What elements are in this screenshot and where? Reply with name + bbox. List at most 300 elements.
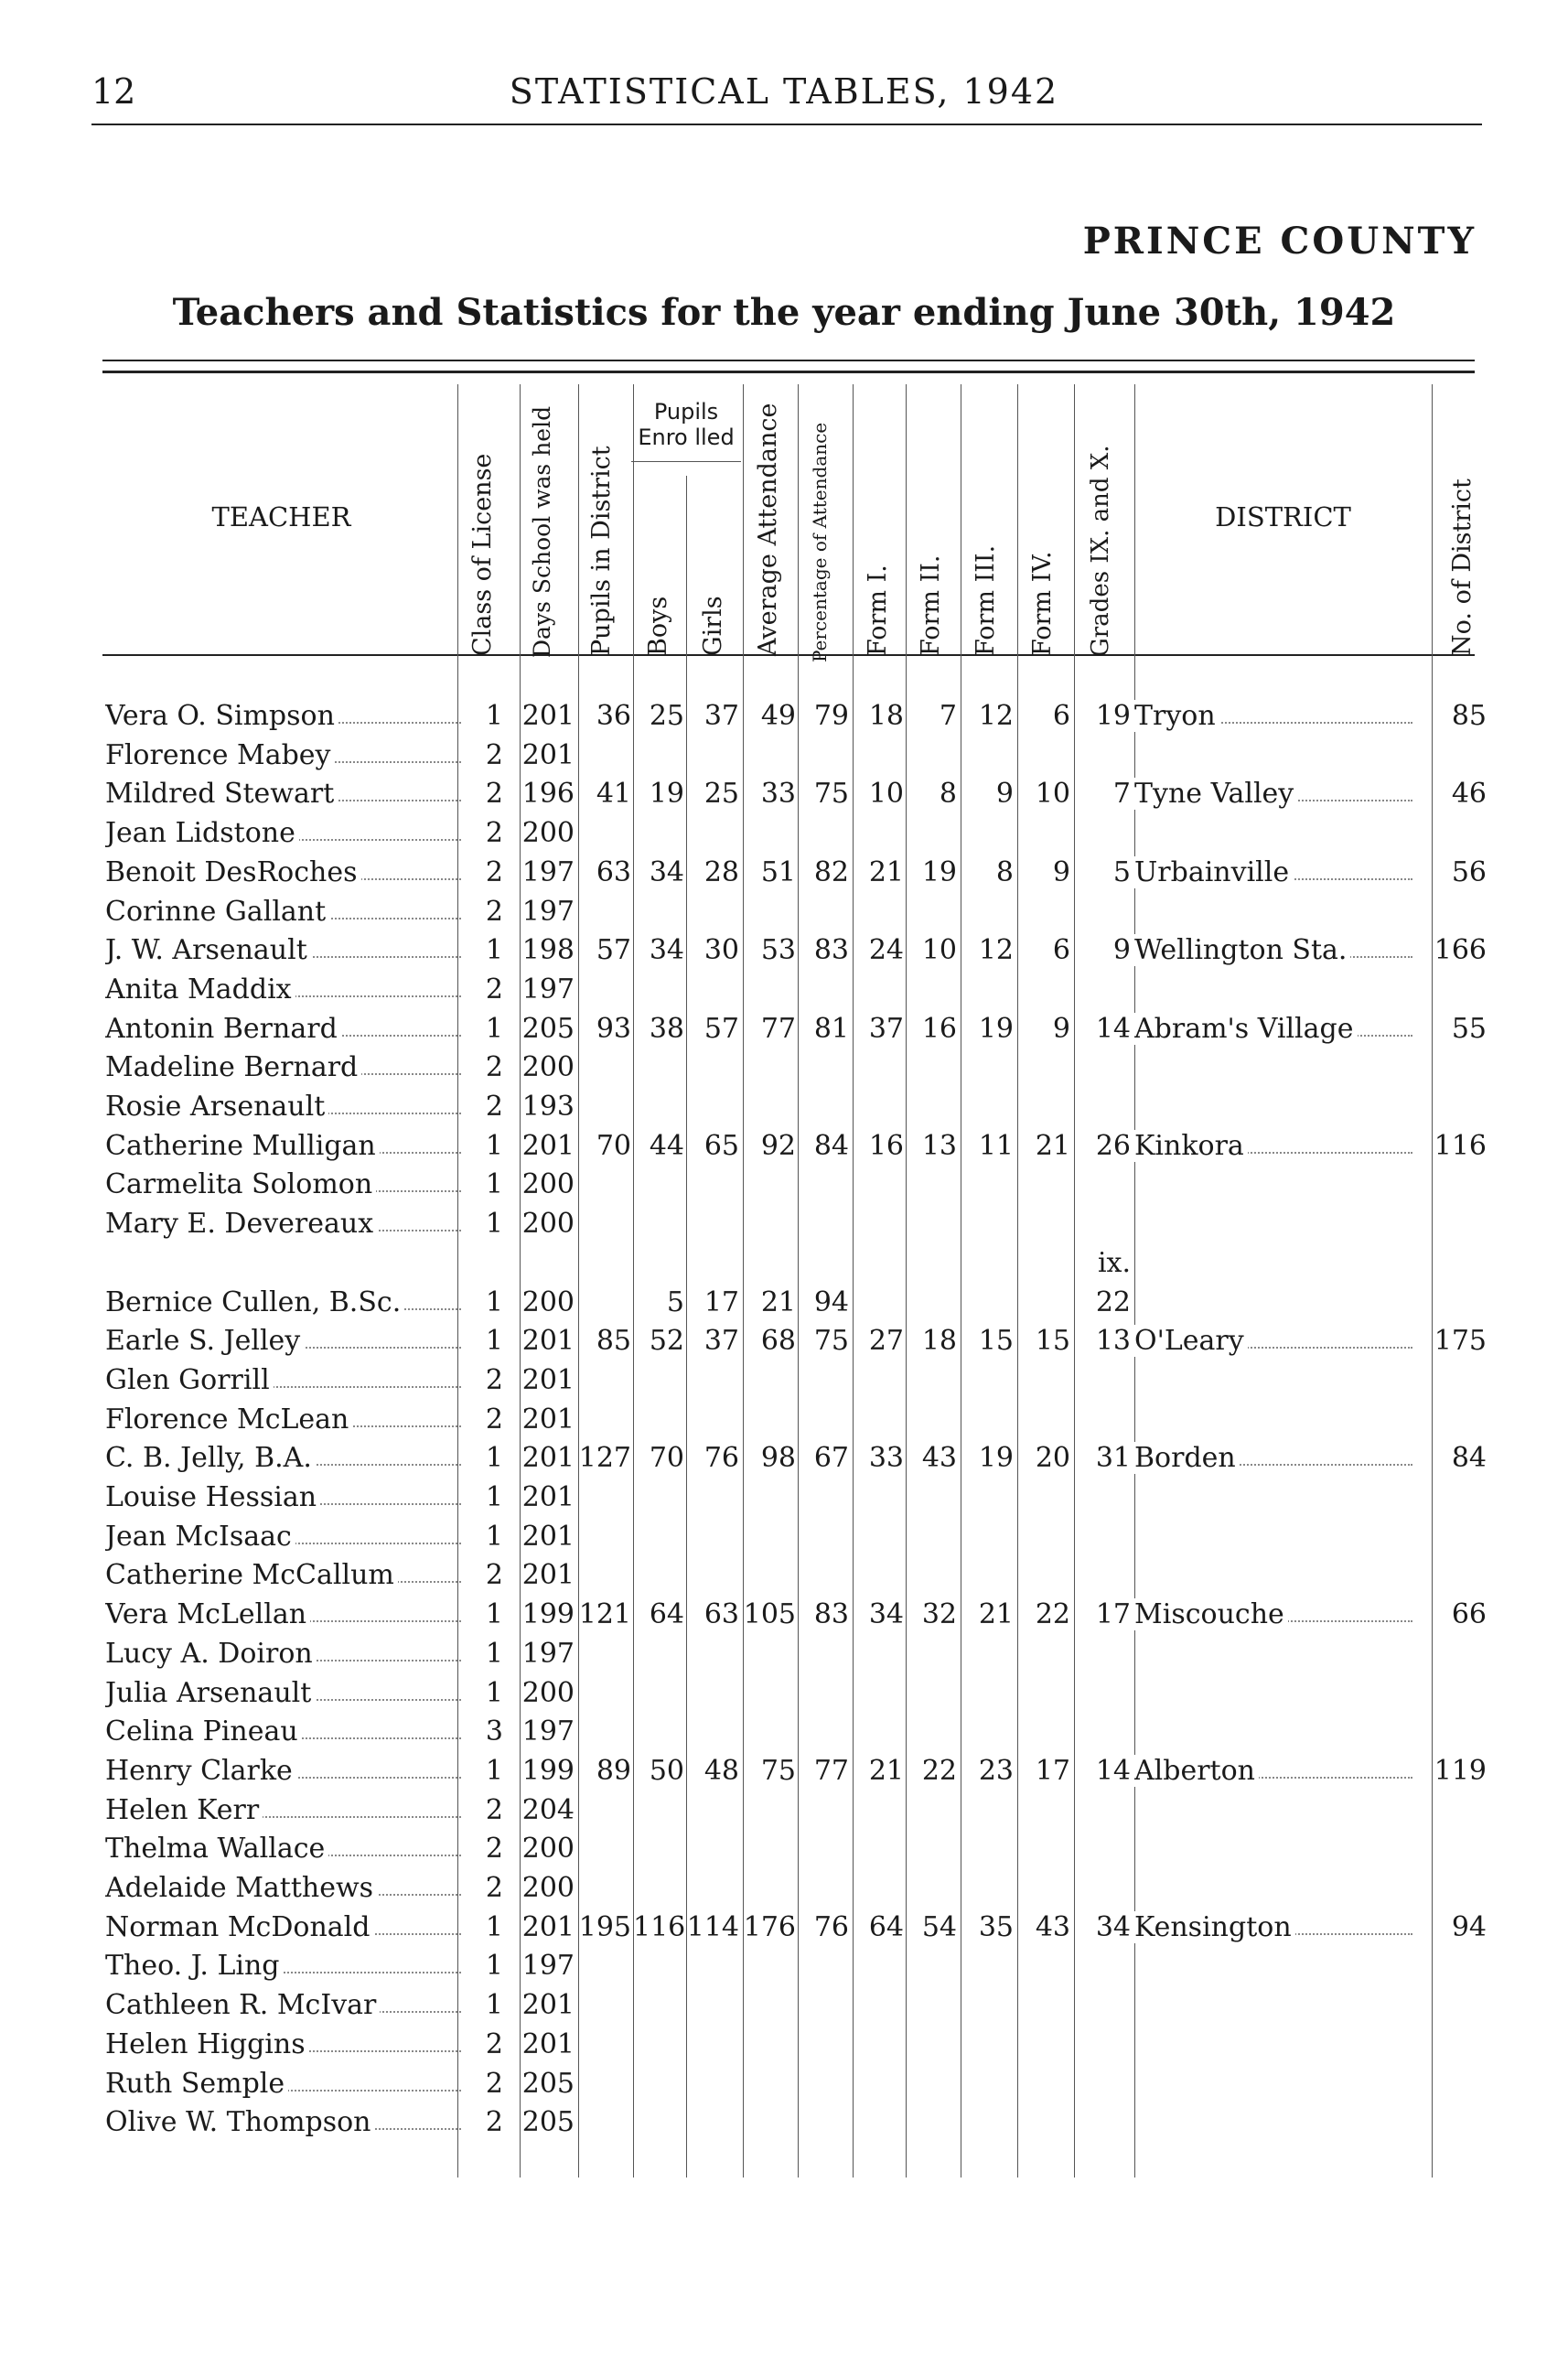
teacher-name-text: Cathleen R. McIvar	[105, 1989, 380, 2021]
table-row	[0, 1755, 1568, 1793]
district-name	[1134, 1911, 1418, 1943]
table-row	[0, 2028, 1568, 2067]
cell-days: 205	[521, 2106, 575, 2139]
cell-f2: 7	[939, 700, 957, 732]
teacher-name-text: Antonin Bernard	[105, 1013, 341, 1045]
cell-f2: 16	[921, 1012, 957, 1045]
cell-no: 119	[1434, 1754, 1487, 1787]
cell-avg: 176	[743, 1910, 796, 1943]
cell-days: 200	[521, 817, 575, 850]
cell-girls: 48	[703, 1754, 739, 1787]
cell-no: 46	[1451, 778, 1487, 811]
teacher-name-text: Corinne Gallant	[105, 896, 329, 928]
teacher-name	[105, 2068, 467, 2100]
cell-girls: 25	[703, 778, 739, 811]
cell-no: 55	[1451, 1012, 1487, 1045]
district-name	[1134, 778, 1418, 810]
header-form2: Form II.	[917, 554, 945, 656]
cell-cls: 2	[485, 738, 503, 771]
cell-f1: 37	[868, 1012, 904, 1045]
table-row	[0, 1208, 1568, 1246]
teacher-name-text: Vera McLellan	[105, 1598, 310, 1630]
teacher-name	[105, 1598, 467, 1630]
cell-f3: 23	[978, 1754, 1014, 1787]
teacher-name-text: Earle S. Jelley	[105, 1325, 304, 1357]
cell-pct: 83	[813, 934, 849, 967]
cell-cls: 1	[485, 1129, 503, 1162]
cell-days: 201	[521, 1129, 575, 1162]
cell-days: 197	[521, 895, 575, 928]
cell-no: 66	[1451, 1598, 1487, 1631]
table-row	[0, 856, 1568, 895]
teacher-name-text: Thelma Wallace	[105, 1833, 328, 1865]
table-row	[0, 1989, 1568, 2027]
cell-f4: 10	[1035, 778, 1070, 811]
header-pupils-enrolled-line2: Enro lled	[638, 425, 735, 450]
header-district: DISTRICT	[1215, 501, 1351, 532]
cell-cls: 2	[485, 1363, 503, 1396]
table-row	[0, 1833, 1568, 1871]
cell-no: 166	[1434, 934, 1487, 967]
cell-f4: 15	[1035, 1325, 1070, 1358]
teacher-name-text: Helen Kerr	[105, 1794, 263, 1826]
teacher-name	[105, 1677, 467, 1709]
cell-days: 197	[521, 1715, 575, 1748]
teacher-name	[105, 700, 467, 732]
cell-gr: 13	[1095, 1325, 1131, 1358]
cell-f2: 22	[921, 1754, 957, 1787]
teacher-name	[105, 1130, 467, 1162]
cell-pct: 81	[813, 1012, 849, 1045]
cell-days: 201	[521, 1989, 575, 2022]
cell-avg: 105	[743, 1598, 796, 1631]
cell-cls: 2	[485, 1793, 503, 1826]
cell-cls: 2	[485, 778, 503, 811]
district-name-text: Wellington Sta.	[1134, 934, 1350, 966]
cell-f2: 54	[921, 1910, 957, 1943]
table-row	[0, 934, 1568, 973]
table-row	[0, 1130, 1568, 1168]
cell-days: 197	[521, 1637, 575, 1670]
table-row	[0, 1872, 1568, 1910]
table-row	[0, 1168, 1568, 1207]
cell-no: 56	[1451, 855, 1487, 888]
district-name-text: Kinkora	[1134, 1130, 1248, 1162]
cell-f4: 17	[1035, 1754, 1070, 1787]
cell-f4: 22	[1035, 1598, 1070, 1631]
district-name	[1134, 1598, 1418, 1630]
teacher-name	[105, 1325, 467, 1357]
teacher-name-text: Mildred Stewart	[105, 778, 338, 810]
page-number: 12	[91, 71, 136, 112]
cell-cls: 1	[485, 1989, 503, 2022]
cell-pct: 75	[813, 1325, 849, 1358]
cell-boys: 116	[633, 1910, 686, 1943]
teacher-name	[105, 896, 467, 928]
teacher-name	[105, 1091, 467, 1123]
cell-cls: 2	[485, 1051, 503, 1084]
cell-days: 201	[521, 1559, 575, 1592]
header-form4: Form IV.	[1028, 551, 1057, 656]
cell-days: 199	[521, 1754, 575, 1787]
table-row	[0, 1950, 1568, 1988]
cell-girls: 37	[703, 700, 739, 732]
cell-avg: 75	[760, 1754, 796, 1787]
header-form3: Form III.	[972, 544, 1000, 656]
cell-days: 200	[521, 1208, 575, 1241]
district-name	[1134, 1325, 1418, 1357]
table-row	[0, 1559, 1568, 1597]
cell-gr: 31	[1095, 1442, 1131, 1475]
cell-pct: 83	[813, 1598, 849, 1631]
cell-boys: 25	[649, 700, 684, 732]
cell-f2: 18	[921, 1325, 957, 1358]
table-top-rule	[102, 360, 1475, 361]
table-row	[0, 1521, 1568, 1559]
cell-f3: 8	[995, 855, 1014, 888]
cell-cls: 2	[485, 2106, 503, 2139]
cell-f2: 32	[921, 1598, 957, 1631]
table-row	[0, 2068, 1568, 2106]
district-name	[1134, 700, 1418, 732]
cell-f2: 8	[939, 778, 957, 811]
cell-pupils: 89	[596, 1754, 631, 1787]
cell-cls: 1	[485, 1481, 503, 1513]
cell-girls: 63	[703, 1598, 739, 1631]
cell-days: 200	[521, 1051, 575, 1084]
cell-days: 201	[521, 1363, 575, 1396]
cell-cls: 2	[485, 1403, 503, 1436]
teacher-name	[105, 1638, 467, 1670]
pupils-enrolled-rule	[631, 461, 741, 462]
cell-cls: 1	[485, 1168, 503, 1201]
cell-girls: 17	[703, 1285, 739, 1318]
table-row	[0, 1403, 1568, 1442]
table-row	[0, 739, 1568, 778]
cell-boys: 70	[649, 1442, 684, 1475]
cell-pupils: 93	[596, 1012, 631, 1045]
cell-avg: 68	[760, 1325, 796, 1358]
cell-f4: 6	[1052, 934, 1070, 967]
cell-boys: 50	[649, 1754, 684, 1787]
cell-f4: 9	[1052, 855, 1070, 888]
cell-cls: 2	[485, 1833, 503, 1866]
teacher-name-text: Olive W. Thompson	[105, 2106, 375, 2138]
district-name	[1134, 1013, 1418, 1045]
table-subtitle: Teachers and Statistics for the year ending June 30th, 1942	[172, 291, 1396, 334]
cell-cls: 1	[485, 1012, 503, 1045]
cell-days: 201	[521, 1442, 575, 1475]
cell-cls: 1	[485, 1208, 503, 1241]
teacher-name	[105, 1833, 467, 1865]
district-name	[1134, 1130, 1418, 1162]
teacher-name-text: Carmelita Solomon	[105, 1168, 376, 1200]
table-row	[0, 1325, 1568, 1363]
teacher-name-text: Catherine McCallum	[105, 1559, 398, 1591]
teacher-name-text: Madeline Bernard	[105, 1051, 361, 1083]
cell-gr: 22	[1095, 1285, 1131, 1318]
table-row	[0, 1715, 1568, 1754]
cell-cls: 2	[485, 1091, 503, 1123]
cell-pupils: 70	[596, 1129, 631, 1162]
cell-f4: 6	[1052, 700, 1070, 732]
cell-days: 200	[521, 1168, 575, 1201]
cell-cls: 1	[485, 1442, 503, 1475]
cell-pct: 84	[813, 1129, 849, 1162]
cell-f1: 34	[868, 1598, 904, 1631]
header-average-attendance: Average Attendance	[754, 403, 782, 656]
cell-f1: 64	[868, 1910, 904, 1943]
cell-gr: 19	[1095, 700, 1131, 732]
teacher-name-text: Mary E. Devereaux	[105, 1208, 377, 1240]
teacher-name-text: Florence Mabey	[105, 739, 335, 771]
table-row	[0, 1794, 1568, 1833]
district-name-text: Kensington	[1134, 1911, 1295, 1943]
table-row	[0, 896, 1568, 934]
teacher-name-text: Celina Pineau	[105, 1715, 302, 1747]
teacher-name-text: Rosie Arsenault	[105, 1091, 328, 1123]
teacher-name	[105, 1794, 467, 1826]
teacher-name-text: J. W. Arsenault	[105, 934, 311, 966]
teacher-name-text: Louise Hessian	[105, 1481, 320, 1513]
teacher-name	[105, 1989, 467, 2021]
cell-cls: 2	[485, 817, 503, 850]
table-row	[0, 1013, 1568, 1051]
cell-gr: 5	[1112, 855, 1131, 888]
table-row	[0, 700, 1568, 738]
cell-cls: 1	[485, 1676, 503, 1709]
teacher-name	[105, 856, 467, 888]
cell-f3: 21	[978, 1598, 1014, 1631]
cell-f3: 11	[978, 1129, 1014, 1162]
teacher-name	[105, 1051, 467, 1083]
header-percentage-attendance: Percentage of Attendance	[809, 422, 831, 662]
cell-gr: ix.	[1097, 1246, 1131, 1279]
cell-girls: 76	[703, 1442, 739, 1475]
cell-no: 94	[1451, 1910, 1487, 1943]
teacher-name	[105, 1559, 467, 1591]
teacher-name	[105, 1950, 467, 1982]
cell-f1: 21	[868, 855, 904, 888]
cell-pct: 77	[813, 1754, 849, 1787]
cell-pupils: 63	[596, 855, 631, 888]
cell-gr: 9	[1112, 934, 1131, 967]
cell-f2: 19	[921, 855, 957, 888]
teacher-name-text: Benoit DesRoches	[105, 856, 361, 888]
cell-f3: 12	[978, 934, 1014, 967]
teacher-name	[105, 2106, 467, 2138]
teacher-name	[105, 1168, 467, 1200]
cell-f1: 21	[868, 1754, 904, 1787]
cell-gr: 14	[1095, 1754, 1131, 1787]
cell-days: 200	[521, 1872, 575, 1904]
cell-cls: 1	[485, 1285, 503, 1318]
teacher-name-text: Norman McDonald	[105, 1911, 373, 1943]
cell-pct: 75	[813, 778, 849, 811]
cell-f3: 9	[995, 778, 1014, 811]
table-row	[0, 1442, 1568, 1480]
district-name-text: Tyne Valley	[1134, 778, 1297, 810]
cell-f4: 9	[1052, 1012, 1070, 1045]
cell-cls: 2	[485, 1872, 503, 1904]
header-days-school-held: Days School was held	[529, 405, 555, 658]
cell-cls: 2	[485, 973, 503, 1005]
cell-girls: 28	[703, 855, 739, 888]
cell-cls: 2	[485, 1559, 503, 1592]
district-name-text: Borden	[1134, 1442, 1240, 1474]
cell-cls: 1	[485, 1950, 503, 1983]
teacher-name-text: Jean Lidstone	[105, 817, 299, 849]
cell-f4: 20	[1035, 1442, 1070, 1475]
teacher-name-text: Florence McLean	[105, 1403, 352, 1436]
cell-cls: 1	[485, 934, 503, 967]
teacher-name	[105, 1286, 467, 1318]
teacher-name-text: C. B. Jelly, B.A.	[105, 1442, 316, 1474]
cell-f3: 35	[978, 1910, 1014, 1943]
teacher-name	[105, 1208, 467, 1240]
cell-pct: 79	[813, 700, 849, 732]
cell-days: 193	[521, 1091, 575, 1123]
header-boys: Boys	[644, 596, 672, 656]
cell-gr: 17	[1095, 1598, 1131, 1631]
cell-no: 84	[1451, 1442, 1487, 1475]
cell-days: 197	[521, 973, 575, 1005]
cell-pct: 67	[813, 1442, 849, 1475]
cell-cls: 2	[485, 855, 503, 888]
county-title: PRINCE COUNTY	[1082, 220, 1477, 263]
district-name-text: Tryon	[1134, 700, 1219, 732]
cell-girls: 37	[703, 1325, 739, 1358]
cell-cls: 1	[485, 700, 503, 732]
cell-pct: 82	[813, 855, 849, 888]
cell-avg: 53	[760, 934, 796, 967]
cell-days: 200	[521, 1833, 575, 1866]
cell-pupils: 41	[596, 778, 631, 811]
cell-days: 201	[521, 700, 575, 732]
cell-cls: 1	[485, 1325, 503, 1358]
cell-boys: 34	[649, 855, 684, 888]
cell-days: 201	[521, 1481, 575, 1513]
district-name-text: Abram's Village	[1134, 1013, 1358, 1045]
cell-days: 201	[521, 1910, 575, 1943]
cell-girls: 57	[703, 1012, 739, 1045]
cell-f3: 19	[978, 1012, 1014, 1045]
cell-days: 196	[521, 778, 575, 811]
cell-days: 205	[521, 1012, 575, 1045]
teacher-name	[105, 739, 467, 771]
teacher-name	[105, 2028, 467, 2060]
header-rule	[91, 124, 1482, 125]
cell-pupils: 121	[578, 1598, 631, 1631]
district-name	[1134, 1755, 1418, 1787]
cell-boys: 64	[649, 1598, 684, 1631]
teacher-name	[105, 1872, 467, 1904]
cell-avg: 51	[760, 855, 796, 888]
table-row	[0, 1247, 1568, 1285]
cell-boys: 5	[666, 1285, 684, 1318]
district-name	[1134, 856, 1418, 888]
cell-gr: 7	[1112, 778, 1131, 811]
teacher-name	[105, 973, 467, 1005]
table-row	[0, 1091, 1568, 1129]
cell-f2: 43	[921, 1442, 957, 1475]
cell-f2: 13	[921, 1129, 957, 1162]
cell-f1: 10	[868, 778, 904, 811]
header-teacher: TEACHER	[211, 501, 351, 532]
teacher-name-text: Helen Higgins	[105, 2028, 309, 2060]
cell-no: 175	[1434, 1325, 1487, 1358]
cell-days: 200	[521, 1285, 575, 1318]
teacher-name-text: Anita Maddix	[105, 973, 295, 1005]
cell-boys: 44	[649, 1129, 684, 1162]
cell-pct: 76	[813, 1910, 849, 1943]
cell-avg: 21	[760, 1285, 796, 1318]
cell-f3: 12	[978, 700, 1014, 732]
teacher-name	[105, 934, 467, 966]
cell-days: 201	[521, 2027, 575, 2060]
district-name-text: Urbainville	[1134, 856, 1293, 888]
teacher-name-text: Adelaide Matthews	[105, 1872, 377, 1904]
table-row	[0, 1364, 1568, 1403]
cell-pupils: 57	[596, 934, 631, 967]
cell-f1: 18	[868, 700, 904, 732]
cell-boys: 34	[649, 934, 684, 967]
teacher-name	[105, 1755, 467, 1787]
cell-f4: 43	[1035, 1910, 1070, 1943]
cell-days: 204	[521, 1793, 575, 1826]
cell-cls: 2	[485, 2067, 503, 2100]
cell-days: 201	[521, 1403, 575, 1436]
district-name-text: Miscouche	[1134, 1598, 1288, 1630]
cell-f1: 24	[868, 934, 904, 967]
cell-cls: 3	[485, 1715, 503, 1748]
cell-cls: 2	[485, 895, 503, 928]
table-row	[0, 1286, 1568, 1325]
header-pupils-enrolled	[631, 399, 741, 450]
cell-avg: 49	[760, 700, 796, 732]
header-pupils-enrolled-line1: Pupils	[653, 399, 719, 425]
teacher-name	[105, 778, 467, 810]
cell-avg: 92	[760, 1129, 796, 1162]
cell-girls: 30	[703, 934, 739, 967]
teacher-name	[105, 1521, 467, 1553]
cell-days: 200	[521, 1676, 575, 1709]
district-name	[1134, 1442, 1418, 1474]
cell-f3: 19	[978, 1442, 1014, 1475]
cell-days: 201	[521, 738, 575, 771]
cell-boys: 52	[649, 1325, 684, 1358]
table-row	[0, 1051, 1568, 1090]
header-grades-ix-x: Grades IX. and X.	[1087, 445, 1114, 657]
cell-pct: 94	[813, 1285, 849, 1318]
cell-days: 201	[521, 1325, 575, 1358]
teacher-name	[105, 1013, 467, 1045]
cell-days: 197	[521, 855, 575, 888]
teacher-name-text: Theo. J. Ling	[105, 1950, 284, 1982]
table-row	[0, 1677, 1568, 1715]
cell-f3: 15	[978, 1325, 1014, 1358]
teacher-name	[105, 1442, 467, 1474]
district-name-text: O'Leary	[1134, 1325, 1248, 1357]
cell-days: 198	[521, 934, 575, 967]
cell-no: 116	[1434, 1129, 1487, 1162]
table-row	[0, 1638, 1568, 1676]
cell-boys: 19	[649, 778, 684, 811]
teacher-name-text: Henry Clarke	[105, 1755, 296, 1787]
teacher-name	[105, 1911, 467, 1943]
teacher-name-text: Jean McIsaac	[105, 1521, 295, 1553]
table-row	[0, 1481, 1568, 1520]
